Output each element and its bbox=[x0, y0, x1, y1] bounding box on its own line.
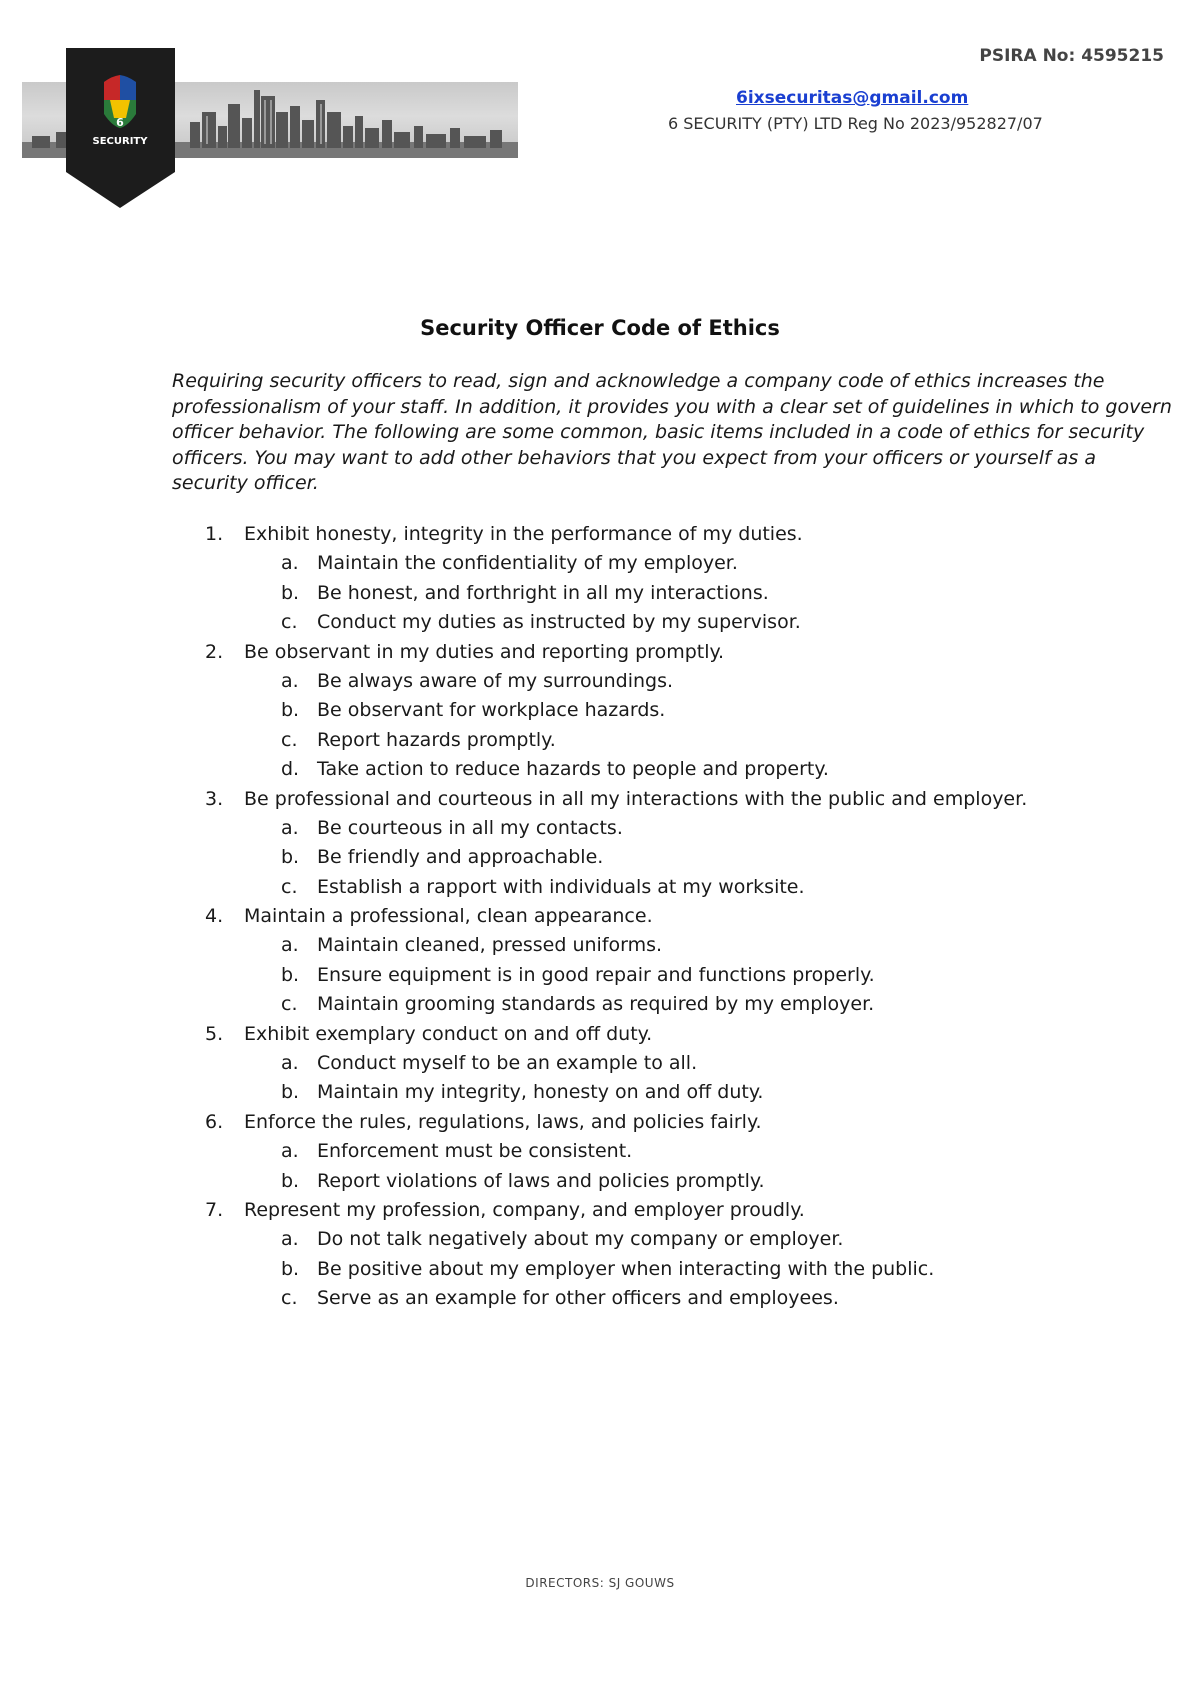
list-item bbox=[0, 1196, 1200, 1225]
sub-item-letter: b. bbox=[281, 1081, 300, 1104]
sub-list-item bbox=[0, 1284, 1200, 1313]
sub-list-item bbox=[0, 608, 1200, 637]
sub-item-letter: c. bbox=[281, 611, 298, 634]
sub-item-text: Be always aware of my surroundings. bbox=[317, 669, 674, 692]
sub-list-item bbox=[0, 579, 1200, 608]
item-number: 6. bbox=[205, 1110, 224, 1133]
sub-item-letter: b. bbox=[281, 963, 300, 986]
item-number: 1. bbox=[205, 523, 224, 545]
item-text: Be professional and courteous in all my interactions with the public and employer. bbox=[244, 787, 1028, 810]
sub-item-letter: a. bbox=[281, 1052, 299, 1075]
item-text: Enforce the rules, regulations, laws, and policies fairly. bbox=[244, 1110, 762, 1133]
sub-item-text: Be honest, and forthright in all my interactions. bbox=[317, 581, 769, 604]
sub-item-text: Be friendly and approachable. bbox=[317, 846, 604, 869]
item-text: Exhibit exemplary conduct on and off duty. bbox=[244, 1022, 653, 1045]
sub-item-text: Maintain my integrity, honesty on and off duty. bbox=[317, 1081, 764, 1104]
sub-item-letter: d. bbox=[281, 758, 300, 781]
item-number: 3. bbox=[205, 787, 224, 810]
page-title: Security Officer Code of Ethics bbox=[420, 316, 780, 340]
sub-list-item bbox=[0, 990, 1200, 1019]
sub-list-item bbox=[0, 726, 1200, 755]
sub-list-item bbox=[0, 1167, 1200, 1196]
sub-list-item bbox=[0, 843, 1200, 872]
sub-item-letter: b. bbox=[281, 1169, 300, 1192]
sub-list-item bbox=[0, 755, 1200, 784]
sub-item-letter: c. bbox=[281, 728, 298, 751]
sub-list-item bbox=[0, 931, 1200, 960]
sub-item-letter: a. bbox=[281, 1228, 299, 1251]
sub-item-text: Be positive about my employer when interacting with the public. bbox=[317, 1257, 935, 1280]
item-number: 4. bbox=[205, 905, 224, 928]
registration-number: 6 SECURITY (PTY) LTD Reg No 2023/952827/07 bbox=[668, 114, 1043, 133]
company-logo bbox=[66, 48, 175, 208]
list-item bbox=[0, 638, 1200, 667]
email-link[interactable]: 6ixsecuritas@gmail.com bbox=[736, 88, 969, 108]
sub-item-text: Take action to reduce hazards to people and property. bbox=[317, 758, 829, 781]
sub-item-text: Do not talk negatively about my company or employer. bbox=[317, 1228, 844, 1251]
sub-list-item bbox=[0, 814, 1200, 843]
sub-list-item bbox=[0, 667, 1200, 696]
sub-item-letter: b. bbox=[281, 699, 300, 722]
item-text: Maintain a professional, clean appearance. bbox=[244, 905, 653, 928]
sub-item-letter: a. bbox=[281, 1140, 299, 1163]
sub-item-letter: a. bbox=[281, 669, 299, 692]
list-item bbox=[0, 902, 1200, 931]
sub-list-item bbox=[0, 873, 1200, 902]
sub-list-item bbox=[0, 961, 1200, 990]
footer-directors: DIRECTORS: SJ GOUWS bbox=[525, 1576, 675, 1590]
sub-list-item bbox=[0, 1049, 1200, 1078]
list-item bbox=[0, 1108, 1200, 1137]
sub-list-item bbox=[0, 696, 1200, 725]
sub-item-letter: b. bbox=[281, 581, 300, 604]
sub-item-letter: c. bbox=[281, 875, 298, 898]
sub-list-item bbox=[0, 1255, 1200, 1284]
sub-item-text: Maintain the confidentiality of my employer. bbox=[317, 552, 738, 575]
item-text: Be observant in my duties and reporting promptly. bbox=[244, 640, 725, 663]
sub-list-item bbox=[0, 1078, 1200, 1107]
sub-item-text: Conduct my duties as instructed by my supervisor. bbox=[317, 611, 801, 634]
sub-item-letter: c. bbox=[281, 993, 298, 1016]
sub-item-text: Serve as an example for other officers and employees. bbox=[317, 1287, 839, 1310]
sub-list-item bbox=[0, 1225, 1200, 1254]
sub-item-text: Report hazards promptly. bbox=[317, 728, 556, 751]
sub-item-text: Be courteous in all my contacts. bbox=[317, 816, 623, 839]
item-number: 2. bbox=[205, 640, 224, 663]
sub-item-text: Ensure equipment is in good repair and functions properly. bbox=[317, 963, 875, 986]
sub-item-letter: a. bbox=[281, 552, 299, 575]
sub-item-letter: a. bbox=[281, 934, 299, 957]
item-number: 7. bbox=[205, 1198, 224, 1221]
list-item bbox=[0, 1020, 1200, 1049]
sub-item-text: Establish a rapport with individuals at my worksite. bbox=[317, 875, 805, 898]
item-text: Represent my profession, company, and employer proudly. bbox=[244, 1198, 805, 1221]
sub-item-text: Maintain grooming standards as required by my employer. bbox=[317, 993, 875, 1016]
sub-list-item bbox=[0, 1137, 1200, 1166]
sub-item-text: Maintain cleaned, pressed uniforms. bbox=[317, 934, 663, 957]
sub-item-letter: b. bbox=[281, 1257, 300, 1280]
item-number: 5. bbox=[205, 1022, 224, 1045]
sub-item-text: Conduct myself to be an example to all. bbox=[317, 1052, 698, 1075]
sub-item-text: Enforcement must be consistent. bbox=[317, 1140, 633, 1163]
intro-paragraph: Requiring security officers to read, sign and acknowledge a company code of ethics increases the professionalism of your staff. In addition, it provides you with a clear set of guidelines in which to govern officer behavior. The following are some common, basic items included in a code of ethics for security officers. You may want to add other behaviors that you expect from your officers or yourself as a security officer. bbox=[172, 370, 1172, 494]
logo-text: SECURITY bbox=[92, 136, 148, 147]
sub-item-letter: a. bbox=[281, 816, 299, 839]
sub-item-letter: b. bbox=[281, 846, 300, 869]
sub-item-text: Report violations of laws and policies promptly. bbox=[317, 1169, 765, 1192]
sub-list-item bbox=[0, 549, 1200, 578]
list-item bbox=[0, 520, 1200, 549]
logo-number: 6 bbox=[116, 116, 124, 129]
item-text: Exhibit honesty, integrity in the performance of my duties. bbox=[244, 523, 803, 545]
sub-item-text: Be observant for workplace hazards. bbox=[317, 699, 666, 722]
sub-item-letter: c. bbox=[281, 1287, 298, 1310]
psira-number: PSIRA No: 4595215 bbox=[979, 46, 1164, 66]
ethics-list bbox=[0, 520, 1200, 1314]
list-item bbox=[0, 785, 1200, 814]
